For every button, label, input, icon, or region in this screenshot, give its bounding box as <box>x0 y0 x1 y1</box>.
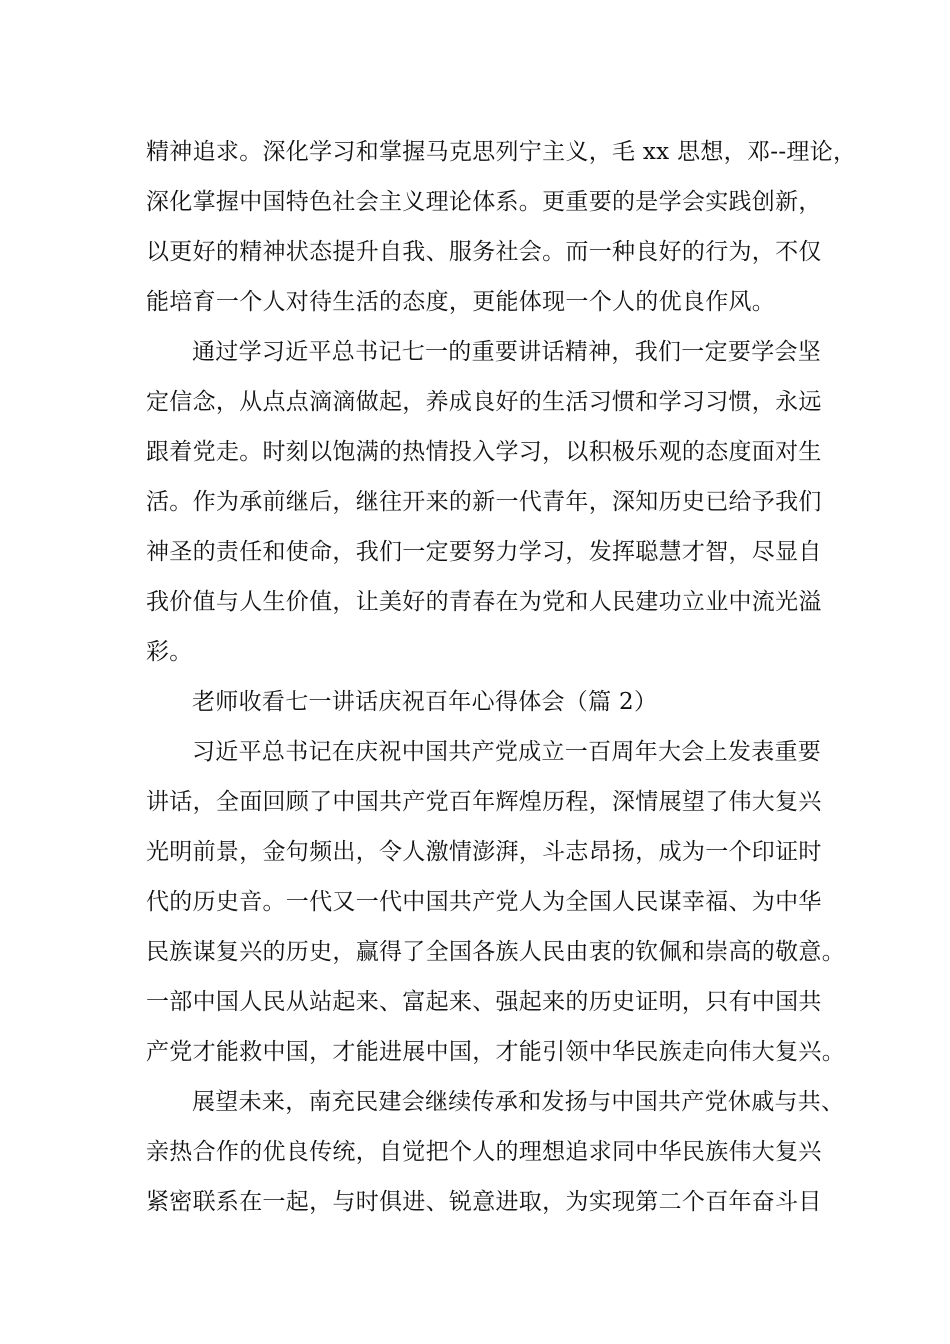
paragraph-start-line-13: 习近平总书记在庆祝中国共产党成立一百周年大会上发表重要 <box>192 739 822 765</box>
text-line-15: 光明前景，金句频出，令人激情澎湃，斗志昂扬，成为一个印证时 <box>146 839 822 865</box>
text-line-14: 讲话，全面回顾了中国共产党百年辉煌历程，深情展望了伟大复兴 <box>146 789 822 815</box>
text-line-2: 深化掌握中国特色社会主义理论体系。更重要的是学会实践创新， <box>146 189 822 215</box>
text-line-21: 亲热合作的优良传统，自觉把个人的理想追求同中华民族伟大复兴 <box>146 1139 822 1165</box>
text-line-4: 能培育一个人对待生活的态度，更能体现一个人的优良作风。 <box>146 289 776 315</box>
text-line-10: 我价值与人生价值，让美好的青春在为党和人民建功立业中流光溢 <box>146 589 822 615</box>
text-line-6: 定信念，从点点滴滴做起，养成良好的生活习惯和学习习惯，永远 <box>146 389 822 415</box>
text-line-1: 精神追求。深化学习和掌握马克思列宁主义，毛 xx 思想，邓--理论， <box>146 139 857 165</box>
paragraph-start-line-20: 展望未来，南充民建会继续传承和发扬与中国共产党休戚与共、 <box>192 1089 845 1115</box>
text-line-22: 紧密联系在一起，与时俱进、锐意进取，为实现第二个百年奋斗目 <box>146 1189 822 1215</box>
text-line-17: 民族谋复兴的历史，赢得了全国各族人民由衷的钦佩和崇高的敬意。 <box>146 939 845 965</box>
paragraph-start-line-5: 通过学习近平总书记七一的重要讲话精神，我们一定要学会坚 <box>192 339 822 365</box>
text-line-19: 产党才能救中国，才能进展中国，才能引领中华民族走向伟大复兴。 <box>146 1039 845 1065</box>
text-line-9: 神圣的责任和使命，我们一定要努力学习，发挥聪慧才智，尽显自 <box>146 539 822 565</box>
text-line-11: 彩。 <box>146 639 193 665</box>
text-line-3: 以更好的精神状态提升自我、服务社会。而一种良好的行为，不仅 <box>146 239 822 265</box>
text-line-16: 代的历史音。一代又一代中国共产党人为全国人民谋幸福、为中华 <box>146 889 822 915</box>
text-line-18: 一部中国人民从站起来、富起来、强起来的历史证明，只有中国共 <box>146 989 822 1015</box>
section-heading: 老师收看七一讲话庆祝百年心得体会（篇 2） <box>192 689 658 715</box>
text-line-7: 跟着党走。时刻以饱满的热情投入学习，以积极乐观的态度面对生 <box>146 439 822 465</box>
text-line-8: 活。作为承前继后，继往开来的新一代青年，深知历史已给予我们 <box>146 489 822 515</box>
